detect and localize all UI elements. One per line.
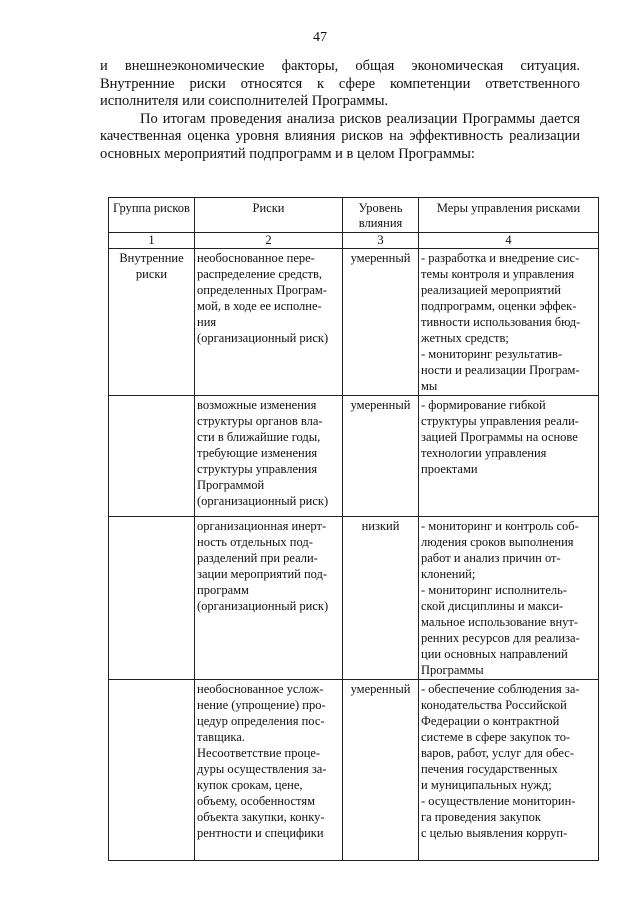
risk-group-cell [109, 396, 195, 517]
risk-group-cell [109, 680, 195, 861]
intro-paragraph-2: По итогам проведения анализа рисков реализации Программы дается качественная оценка уровня влияния рисков на эффективность реализации основных мероприятий подпрограмм и в целом Программы: [100, 110, 580, 162]
measures-cell: - разработка и внедрение сис- темы контроля и управления реализацией мероприятий подпрограмм, оценки эффек- тивности использования бюд- жетных средств; - мониторинг результатив- ности и реализации Програм- мы [419, 249, 599, 396]
impact-level-cell: низкий [343, 517, 419, 680]
table-row [109, 680, 599, 861]
intro-text [100, 58, 580, 163]
measures-cell: - обеспечение соблюдения за- конодательства Российской Федерации о контрактной системе в сфере закупок то- варов, работ, услуг для обес- печения государственных и муниципальных нужд; - осуществление мониторин- га проведения закупок с целью выявления корруп- [419, 680, 599, 861]
measures-cell: - мониторинг и контроль соб- людения сроков выполнения работ и анализ причин от- клонений; - мониторинг исполнитель- ской дисциплины и макси- мальное использование внут- ренних ресурсов для реализа- ции основных направлений Программы [419, 517, 599, 680]
header-risk-group: Группа рисков [109, 198, 195, 233]
table-row [109, 396, 599, 517]
table-header-row [109, 198, 599, 233]
table-column-numbers-row [109, 233, 599, 249]
risk-cell: возможные изменения структуры органов вла- сти в ближайшие годы, требующие изменения структуры управления Программой (организационный риск) [195, 396, 343, 517]
risk-cell: организационная инерт- ность отдельных под- разделений при реали- зации мероприятий под- программ (организационный риск) [195, 517, 343, 680]
intro-paragraph-1: и внешнеэкономические факторы, общая экономическая ситуация. Внутренние риски относятся к сфере компетенции ответственного исполнителя или соисполнителей Программы. [100, 58, 580, 109]
header-risks: Риски [195, 198, 343, 233]
risk-group-cell: Внутренние риски [109, 249, 195, 396]
column-number: 3 [343, 233, 419, 249]
impact-level-cell: умеренный [343, 249, 419, 396]
measures-cell: - формирование гибкой структуры управления реали- зацией Программы на основе технологии управления проектами [419, 396, 599, 517]
column-number: 1 [109, 233, 195, 249]
risk-cell: необоснованное пере- распределение средств, определенных Програм- мой, в ходе ее исполне- ния (организационный риск) [195, 249, 343, 396]
impact-level-cell: умеренный [343, 396, 419, 517]
column-number: 4 [419, 233, 599, 249]
page-number: 47 [313, 30, 327, 45]
table-row [109, 517, 599, 680]
column-number: 2 [195, 233, 343, 249]
risk-table [108, 197, 599, 861]
risk-cell: необоснованное услож- нение (упрощение) про- цедур определения пос- тавщика. Несоответствие проце- дуры осуществления за- купок срокам, цене, объему, особенностям объекта закупки, конку- рентности и специфики [195, 680, 343, 861]
table-row [109, 249, 599, 396]
header-impact-level: Уровень влияния [343, 198, 419, 233]
risk-group-cell [109, 517, 195, 680]
header-risk-measures: Меры управления рисками [419, 198, 599, 233]
impact-level-cell: умеренный [343, 680, 419, 861]
